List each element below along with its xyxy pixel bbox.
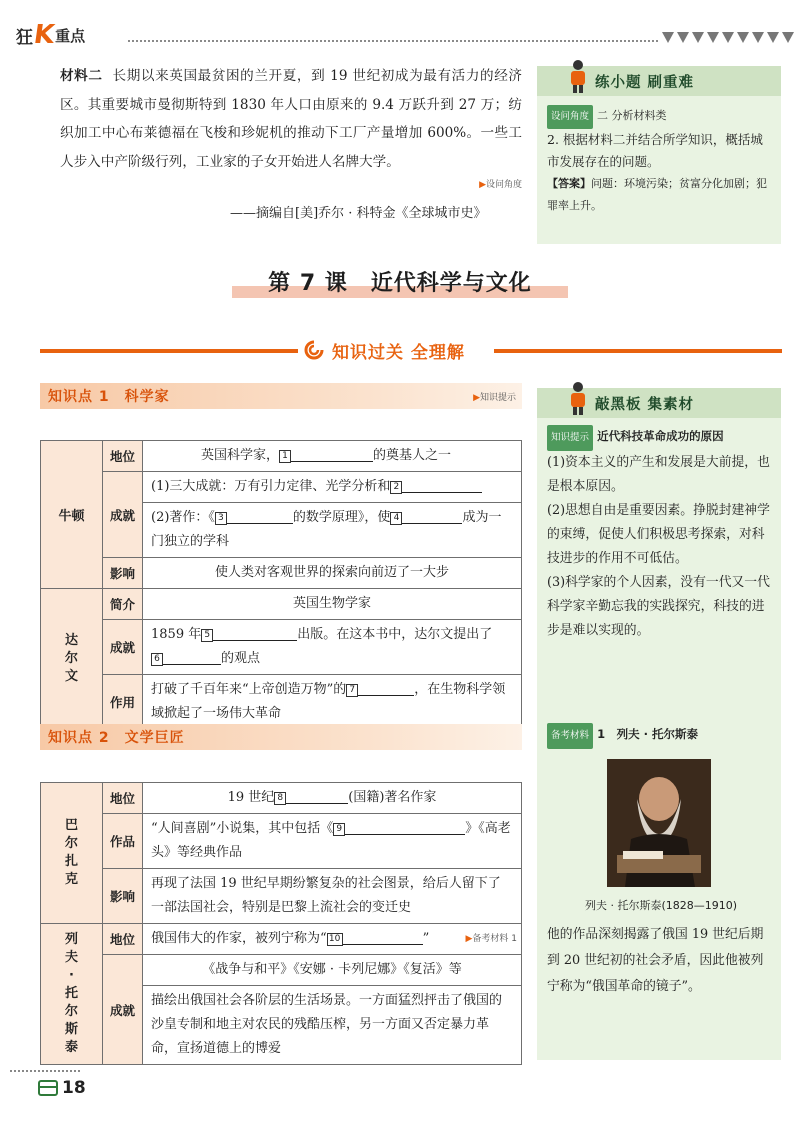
exercise-tag-suffix: 二 分析材料类 bbox=[597, 109, 667, 122]
footer-dotted-line bbox=[10, 1070, 80, 1072]
darwin-role: 打破了千百年来“上帝创造万物”的 7 ，在生物科学领域掀起了一场伟大革命 bbox=[143, 675, 522, 730]
name-darwin: 达尔文 bbox=[41, 589, 103, 730]
darwin-intro: 英国生物学家 bbox=[143, 589, 522, 620]
passage-label: 材料二 bbox=[60, 68, 103, 84]
label-intro: 简介 bbox=[103, 589, 143, 620]
newton-position: 英国科学家， 1 的奠基人之一 bbox=[143, 441, 522, 472]
label-position: 地位 bbox=[103, 783, 143, 814]
exercise-question: 2. 根据材料二并结合所学知识，概括城市发展存在的问题。 bbox=[547, 132, 763, 169]
triangle-icon bbox=[662, 32, 674, 43]
tolstoy-works: 《战争与和平》《安娜 · 卡列尼娜》《复活》等 bbox=[143, 955, 522, 986]
lesson-title-text: 第 7 课 近代科学与文化 bbox=[268, 270, 532, 296]
student-icon bbox=[565, 58, 591, 94]
newton-influence: 使人类对客观世界的探索向前迈了一大步 bbox=[143, 558, 522, 589]
brand-logo bbox=[16, 20, 85, 50]
lesson-title bbox=[232, 260, 568, 302]
label-works: 作品 bbox=[103, 814, 143, 869]
label-position: 地位 bbox=[103, 924, 143, 955]
swirl-icon bbox=[302, 339, 326, 361]
header-triangles bbox=[662, 32, 794, 43]
tolstoy-hint: ▶备考材料 1 bbox=[465, 934, 517, 944]
teacher-icon bbox=[565, 380, 591, 416]
materials-bottom-text: 他的作品深刻揭露了俄国 19 世纪后期到 20 世纪初的社会矛盾，因此他被列宁称为“俄国革命的镜子”。 bbox=[547, 927, 764, 994]
kp1-header bbox=[40, 383, 522, 409]
newton-achievement-2: (2)著作：《 3 的数学原理》，使 4 成为一门独立的学科 bbox=[143, 503, 522, 558]
label-influence: 影响 bbox=[103, 558, 143, 589]
balzac-position: 19 世纪 8 (国籍)著名作家 bbox=[143, 783, 522, 814]
scientists-table bbox=[40, 440, 522, 730]
tolstoy-portrait bbox=[607, 759, 711, 887]
name-tolstoy: 列夫·托尔斯泰 bbox=[41, 924, 103, 1065]
material-passage bbox=[60, 62, 522, 194]
exercise-panel bbox=[537, 66, 781, 244]
materials-point-1: (1)资本主义的产生和发展是大前提，也是根本原因。 bbox=[547, 455, 770, 494]
materials-heading: 近代科技革命成功的原因 bbox=[597, 429, 724, 443]
darwin-achievement: 1859 年 5 出版。在这本书中，达尔文提出了 6 的观点 bbox=[143, 620, 522, 675]
exercise-title: 练小题 刷重难 bbox=[595, 74, 695, 91]
balzac-influence: 再现了法国 19 世纪早期纷繁复杂的社会图景，给后人留下了一部法国社会，特别是巴黎上流社会的变迁史 bbox=[143, 869, 522, 924]
banner-line-left bbox=[40, 349, 300, 353]
book-icon bbox=[38, 1079, 58, 1097]
brand-text: 重点 bbox=[55, 26, 86, 45]
triangle-icon bbox=[677, 32, 689, 43]
balzac-works: “人间喜剧”小说集，其中包括《 9 》《高老头》等经典作品 bbox=[143, 814, 522, 869]
label-achievement: 成就 bbox=[103, 620, 143, 675]
materials-panel bbox=[537, 388, 781, 1060]
materials-body bbox=[547, 424, 775, 994]
label-role: 作用 bbox=[103, 675, 143, 730]
exercise-tag: 设问角度 bbox=[547, 105, 593, 129]
brand-char: 狂 bbox=[16, 27, 33, 48]
triangle-icon bbox=[767, 32, 779, 43]
kp2-title: 知识点 2 文学巨匠 bbox=[48, 730, 185, 746]
triangle-icon bbox=[782, 32, 794, 43]
materials-tag: 知识提示 bbox=[547, 425, 593, 451]
materials-tag-2: 备考材料 bbox=[547, 723, 593, 749]
kp1-title: 知识点 1 科学家 bbox=[48, 389, 170, 405]
label-influence: 影响 bbox=[103, 869, 143, 924]
kp1-hint: ▶知识提示 bbox=[473, 392, 516, 403]
tolstoy-achievement: 描绘出俄国社会各阶层的生活场景。一方面猛烈抨击了俄国的沙皇专制和地主对农民的残酷压榨，另一方面又否定暴力革命，宣扬道德上的博爱 bbox=[143, 986, 522, 1065]
label-position: 地位 bbox=[103, 441, 143, 472]
tolstoy-position: 俄国伟大的作家，被列宁称为“ 10 ” ▶备考材料 1 bbox=[143, 924, 522, 955]
name-newton: 牛顿 bbox=[41, 441, 103, 589]
newton-achievement-1: (1)三大成就：万有引力定律、光学分析和 2 bbox=[143, 472, 522, 503]
header-dotted-line bbox=[128, 40, 658, 42]
triangle-icon bbox=[752, 32, 764, 43]
banner-line-right bbox=[494, 349, 782, 353]
page-number bbox=[38, 1078, 86, 1098]
triangle-icon bbox=[737, 32, 749, 43]
brand-k: K bbox=[31, 20, 57, 50]
exercise-header bbox=[537, 66, 781, 96]
passage-source: ——摘编自[美]乔尔 · 科特金《全球城市史》 bbox=[230, 206, 487, 221]
triangle-icon bbox=[692, 32, 704, 43]
materials-header bbox=[537, 388, 781, 418]
exercise-answer: 【答案】问题：环境污染；贫富分化加剧；犯罪率上升。 bbox=[547, 177, 767, 212]
name-balzac: 巴尔扎克 bbox=[41, 783, 103, 924]
writers-table bbox=[40, 782, 522, 1065]
triangle-icon bbox=[722, 32, 734, 43]
triangle-icon bbox=[707, 32, 719, 43]
passage-text: 长期以来英国最贫困的兰开夏，到 19 世纪初成为最有活力的经济区。其重要城市曼彻斯特到 1830 年人口由原来的 9.4 万跃升到 27 万；纺织加工中心布莱德福在飞梭和珍妮机的推动下工厂产量增加 600%。一些工人步入中产阶级行列，工业家的子女开始进人名牌大学。 bbox=[60, 68, 522, 170]
kp2-header bbox=[40, 724, 522, 750]
label-achievement: 成就 bbox=[103, 472, 143, 558]
section-banner bbox=[298, 334, 469, 366]
label-achievement: 成就 bbox=[103, 955, 143, 1065]
page-number-text: 18 bbox=[62, 1078, 86, 1098]
passage-hint: ▶设问角度 bbox=[479, 180, 522, 190]
materials-tag2-title: 1 列夫 · 托尔斯泰 bbox=[597, 727, 698, 741]
banner-text: 知识过关 全理解 bbox=[332, 342, 465, 363]
materials-title: 敲黑板 集素材 bbox=[595, 396, 695, 413]
materials-point-3: (3)科学家的个人因素，没有一代又一代科学家辛勤忘我的实践探究，科技的进步是难以实现的。 bbox=[547, 575, 770, 638]
materials-point-2: (2)思想自由是重要因素。挣脱封建神学的束缚，促使人们积极思考探索，对科技进步的作用不可低估。 bbox=[547, 503, 770, 566]
portrait-caption: 列夫 · 托尔斯泰(1828—1910) bbox=[584, 899, 738, 912]
exercise-body bbox=[547, 104, 775, 217]
